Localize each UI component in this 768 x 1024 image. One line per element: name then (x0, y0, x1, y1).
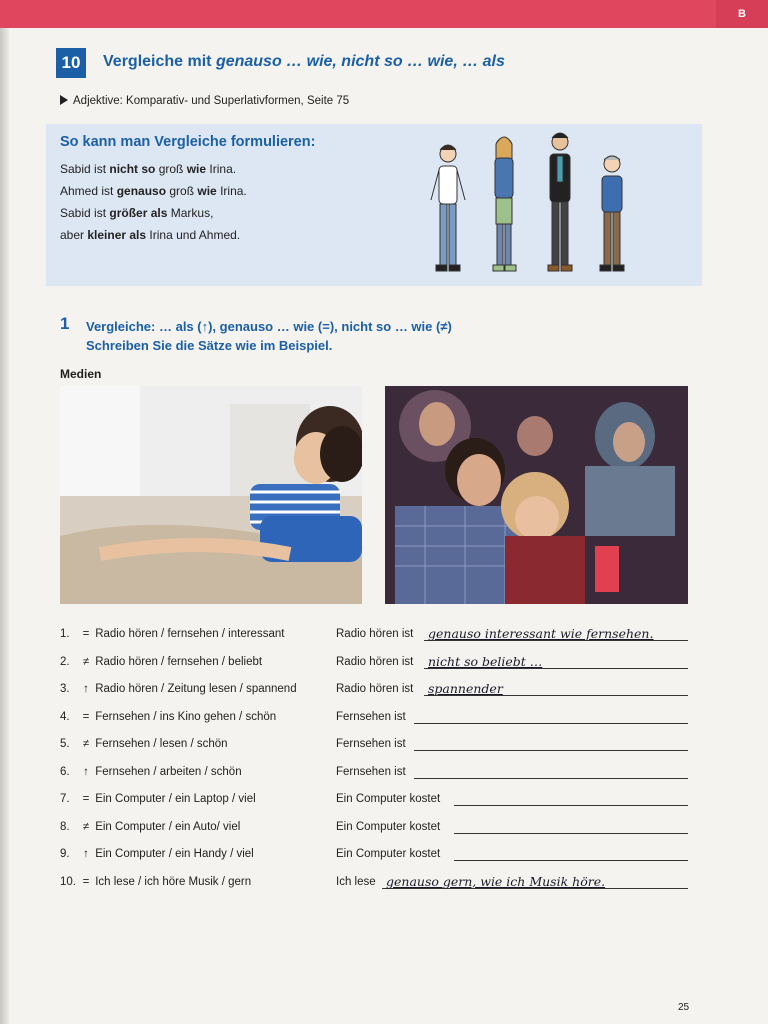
answer-prefix: Fernsehen ist (336, 710, 406, 723)
section-title: Vergleiche mit genauso … wie, nicht so … wie, … als (103, 53, 505, 70)
handwritten-answer[interactable]: spannender (428, 681, 503, 696)
comparison-symbol: ≠ (82, 738, 90, 750)
answer-line[interactable] (414, 750, 688, 751)
info-text: Irina und Ahmed. (146, 228, 241, 242)
task-number: 10. (60, 875, 76, 888)
comparison-symbol: ≠ (82, 655, 90, 668)
task-prompt: Ein Computer / ein Handy / viel (95, 848, 254, 860)
task-number: 1. (60, 628, 70, 640)
answer-prefix: Fernsehen ist (336, 765, 406, 778)
grammar-reference[interactable]: Adjektive: Komparativ- und Superlativformen, Seite 75 (60, 95, 349, 107)
handwritten-answer[interactable]: genauso interessant wie fernsehen. (428, 626, 654, 641)
info-text: Sabid ist (60, 206, 110, 220)
answer-prefix: Ich lese (336, 875, 376, 888)
info-text: Sabid ist (60, 162, 110, 176)
page-binding-shadow (0, 0, 9, 1024)
people-illustration (416, 126, 696, 284)
task-item (60, 683, 297, 695)
photo-couple-watching-tv (60, 386, 362, 604)
handwritten-answer[interactable]: genauso gern, wie ich Musik höre. (386, 873, 606, 889)
comparison-symbol: = (82, 793, 90, 805)
answer-prefix: Radio hören ist (336, 683, 414, 695)
person-ahmed (548, 133, 572, 271)
comparison-info-box (46, 124, 702, 286)
topic-heading: Medien (60, 367, 102, 381)
comparison-symbol: = (82, 628, 90, 640)
answer-prefix: Ein Computer kostet (336, 848, 441, 860)
info-box-title: So kann man Vergleiche formulieren: (60, 134, 316, 150)
photo-cinema-audience (385, 386, 688, 604)
comparison-symbol: = (82, 710, 90, 723)
comparison-symbol: ↑ (83, 848, 89, 860)
task-number: 8. (60, 820, 70, 833)
info-text: aber (60, 228, 88, 242)
task-item (60, 628, 284, 640)
comparison-symbol: ↑ (83, 765, 89, 778)
task-item (60, 766, 242, 778)
answer-line[interactable] (454, 805, 688, 806)
answer-line[interactable] (454, 833, 688, 834)
task-item (60, 711, 276, 723)
info-emphasis: wie (186, 162, 207, 176)
chapter-header-bar (0, 0, 768, 28)
task-item (60, 876, 251, 888)
exercise-number: 1 (60, 314, 70, 333)
info-text: Markus, (167, 206, 214, 220)
comparison-symbol: ↑ (83, 683, 89, 695)
info-emphasis: nicht so (109, 162, 156, 176)
info-text: Irina. (216, 184, 247, 198)
answer-prefix: Radio hören ist (336, 628, 414, 640)
info-emphasis: genauso (116, 184, 167, 198)
answer-prefix: Fernsehen ist (336, 738, 406, 750)
person-sabid (431, 145, 465, 271)
info-text: Irina. (206, 162, 237, 176)
info-line (60, 184, 247, 198)
task-number: 7. (60, 793, 70, 805)
task-number: 2. (60, 655, 70, 668)
info-line (60, 228, 240, 242)
arrow-right-icon (60, 95, 68, 105)
task-item (60, 821, 240, 833)
info-emphasis: kleiner als (87, 228, 147, 242)
section-number: 10 (56, 48, 86, 78)
person-irina (493, 137, 516, 271)
answer-line[interactable] (414, 778, 688, 779)
task-prompt: Ein Computer / ein Laptop / viel (95, 793, 256, 805)
task-item (60, 738, 228, 750)
info-text: groß (166, 184, 198, 198)
handwritten-answer[interactable]: nicht so beliebt … (428, 653, 543, 669)
task-item (60, 793, 256, 805)
task-number: 9. (60, 848, 70, 860)
info-line (60, 162, 236, 176)
task-number: 5. (60, 738, 70, 750)
exercise-title-line: Vergleiche: … als (↑), genauso … wie (=), nicht so … wie (≠) (86, 319, 452, 334)
chapter-tab[interactable]: B (716, 0, 768, 28)
comparison-symbol: = (82, 875, 90, 888)
answer-line[interactable] (454, 860, 688, 861)
page-number: 25 (678, 1002, 690, 1013)
task-prompt: Ich lese / ich höre Musik / gern (95, 875, 252, 888)
answer-line[interactable] (414, 723, 688, 724)
task-number: 3. (60, 683, 70, 695)
task-number: 4. (60, 710, 70, 723)
info-text: groß (155, 162, 187, 176)
info-emphasis: wie (197, 184, 217, 198)
exercise-title-line: Schreiben Sie die Sätze wie im Beispiel. (86, 338, 333, 353)
task-prompt: Fernsehen / arbeiten / schön (95, 765, 242, 778)
task-prompt: Ein Computer / ein Auto/ viel (95, 820, 241, 833)
info-text: Ahmed ist (60, 184, 117, 198)
info-emphasis: größer als (109, 206, 168, 220)
answer-prefix: Ein Computer kostet (336, 793, 441, 805)
task-item (60, 656, 262, 668)
answer-prefix: Radio hören ist (336, 655, 414, 668)
exercise-instructions (86, 317, 452, 355)
task-prompt: Radio hören / fernsehen / interessant (95, 628, 285, 640)
task-prompt: Fernsehen / lesen / schön (95, 738, 228, 750)
task-prompt: Radio hören / fernsehen / beliebt (95, 655, 263, 668)
answer-prefix: Ein Computer kostet (336, 820, 441, 833)
info-line (60, 206, 213, 220)
person-markus (600, 156, 624, 271)
task-prompt: Fernsehen / ins Kino gehen / schön (95, 710, 277, 723)
comparison-symbol: ≠ (82, 820, 90, 833)
task-number: 6. (60, 765, 70, 778)
task-prompt: Radio hören / Zeitung lesen / spannend (95, 683, 297, 695)
task-item (60, 848, 254, 860)
